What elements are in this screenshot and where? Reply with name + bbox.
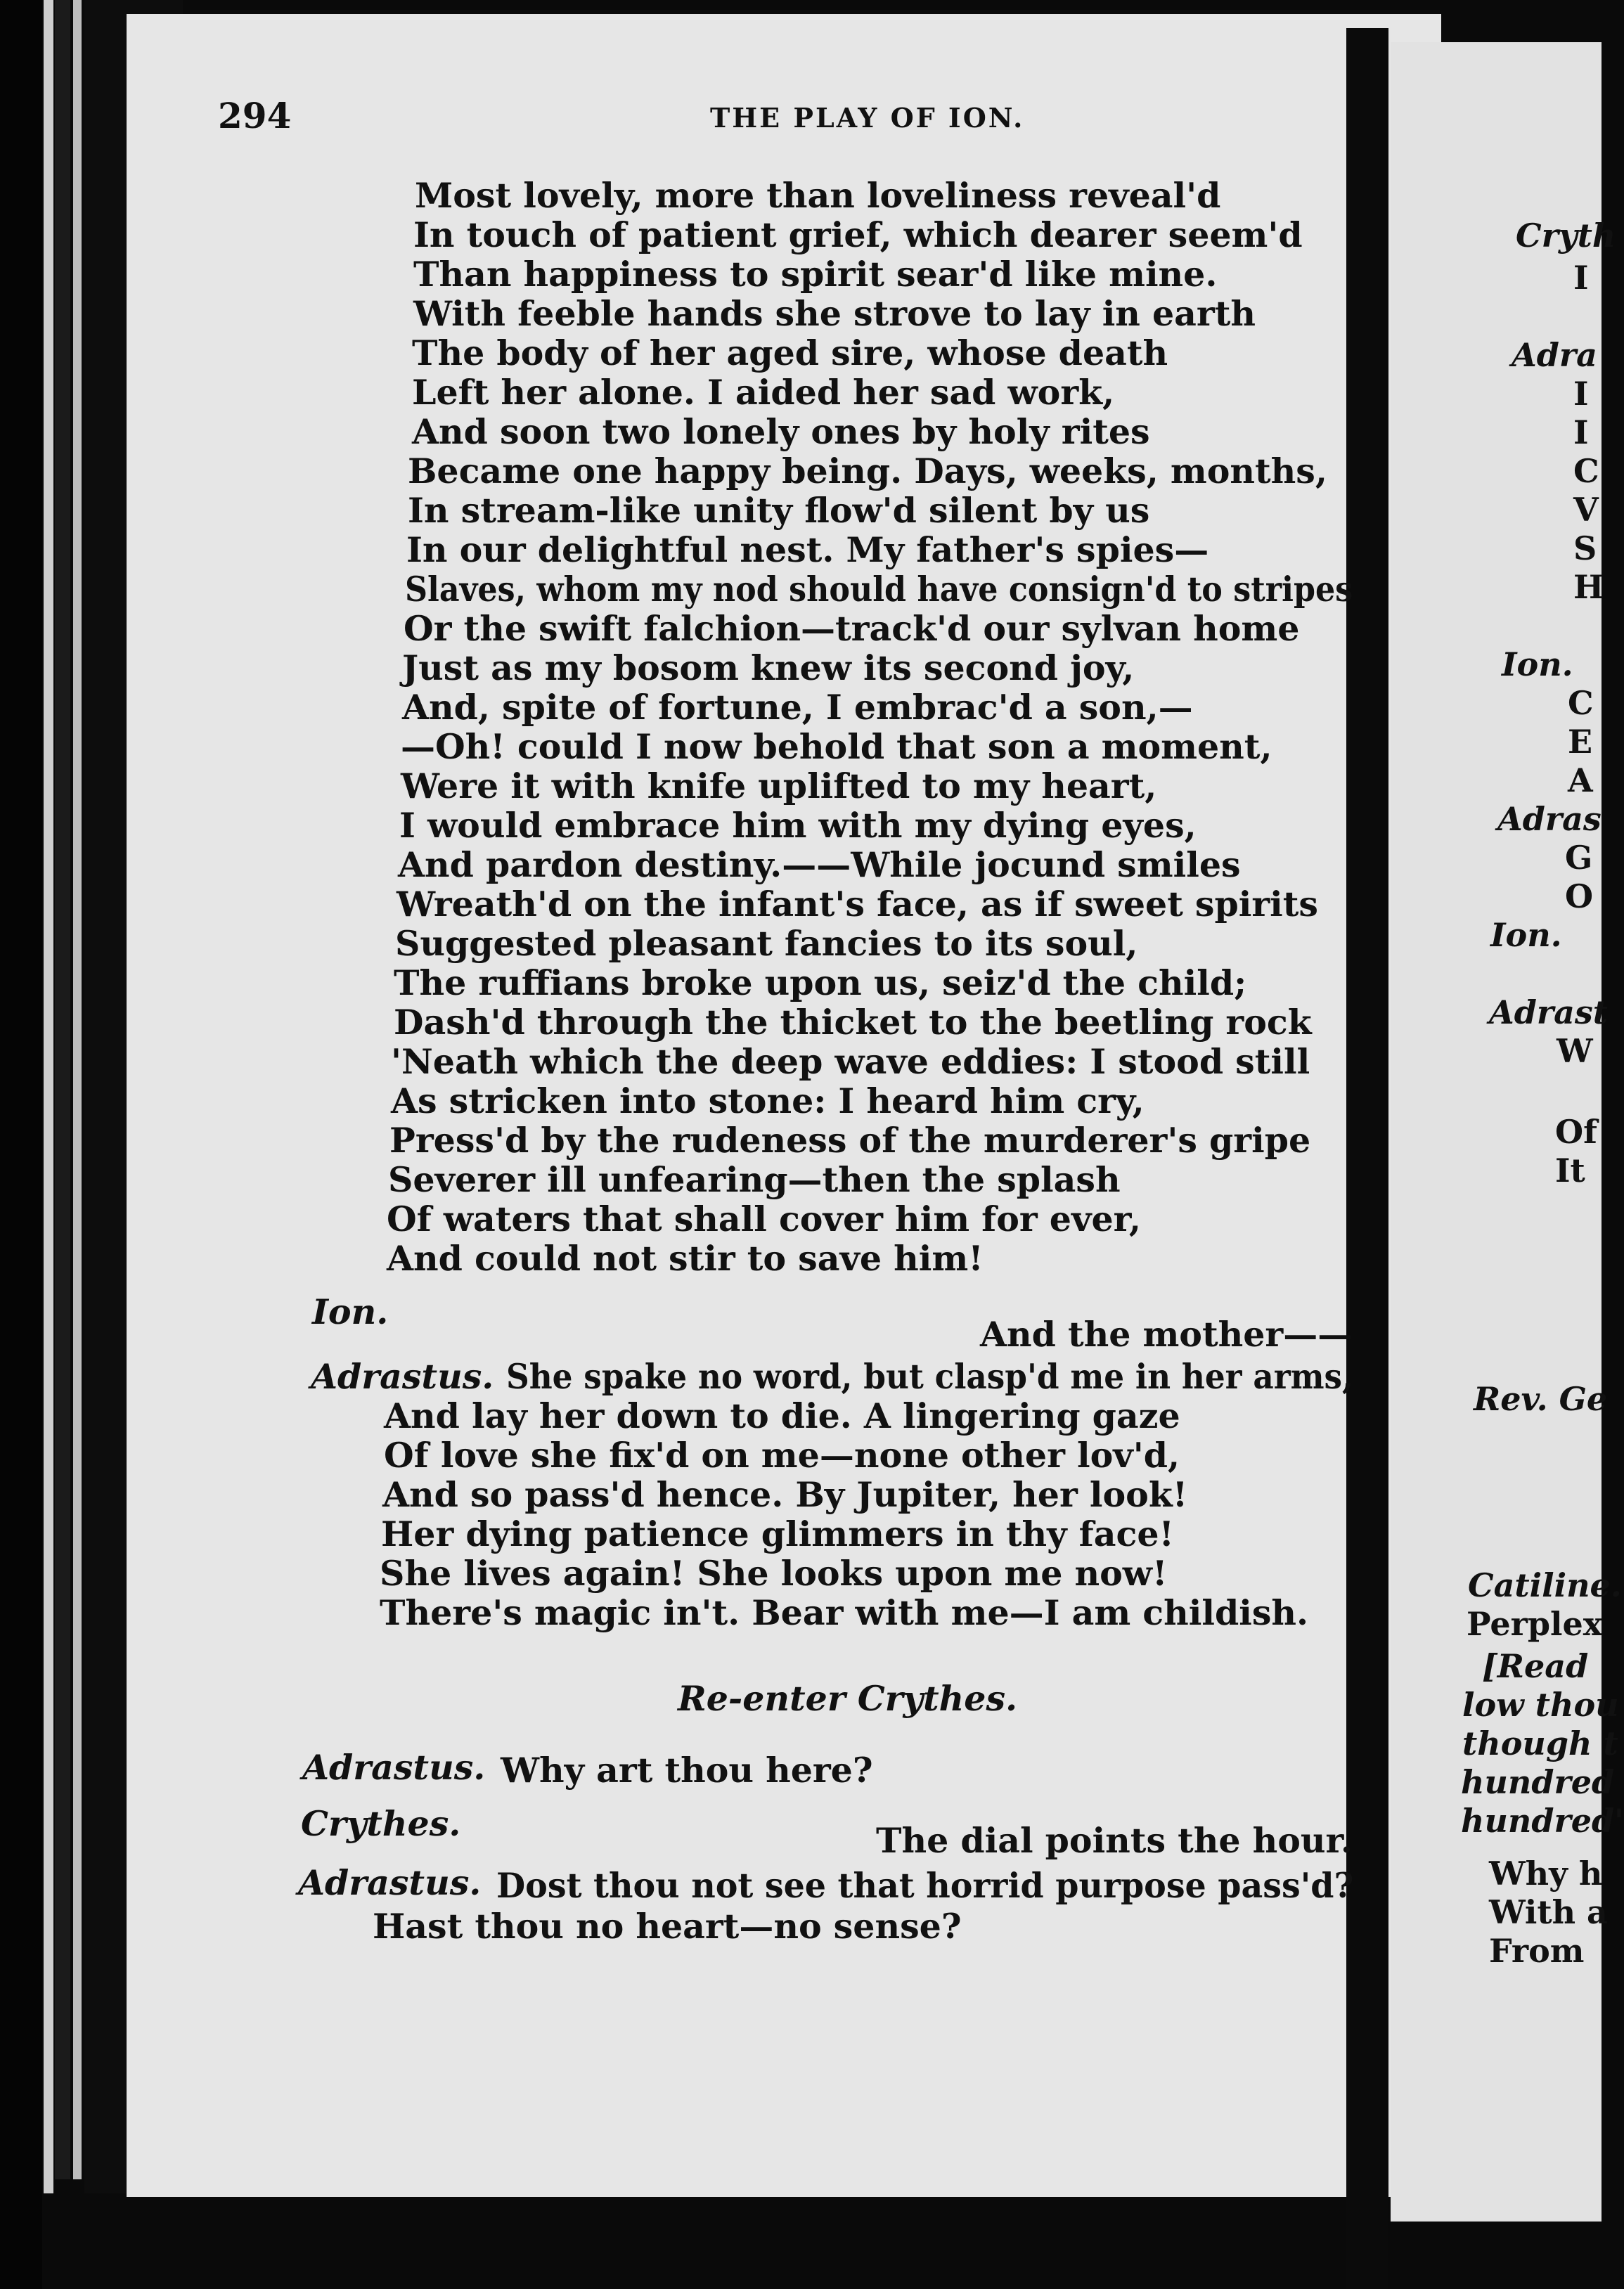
facing-fragment: With a	[1489, 1893, 1608, 1931]
verse-line: Press'd by the rudeness of the murderer's gripe	[389, 1120, 1311, 1161]
facing-fragment: H	[1573, 568, 1604, 606]
facing-fragment: Adra	[1512, 336, 1597, 374]
facing-fragment: hundred'	[1461, 1802, 1624, 1840]
verse-line: Left her alone. I aided her sad work,	[412, 372, 1115, 413]
verse-line: She lives again! She looks upon me now!	[380, 1553, 1168, 1594]
verse-line: Dash'd through the thicket to the beetling rock	[394, 1002, 1312, 1043]
facing-fragment: low thou	[1462, 1686, 1619, 1724]
facing-fragment: Cryth	[1516, 217, 1616, 254]
facing-fragment: G	[1565, 839, 1593, 877]
verse-line: In touch of patient grief, which dearer seem'd	[413, 214, 1303, 255]
verse-line: And so pass'd hence. By Jupiter, her look!	[382, 1474, 1188, 1515]
facing-fragment: S	[1573, 529, 1597, 567]
facing-fragment: I	[1573, 413, 1589, 451]
facing-fragment: I	[1573, 259, 1589, 297]
verse-line: Suggested pleasant fancies to its soul,	[395, 923, 1138, 964]
facing-fragment: C	[1573, 452, 1599, 490]
verse-line: With feeble hands she strove to lay in earth	[413, 293, 1256, 334]
verse-line: And could not stir to save him!	[387, 1238, 984, 1279]
verse-line: And pardon destiny.——While jocund smiles	[398, 844, 1241, 885]
verse-line: And soon two lonely ones by holy rites	[412, 411, 1150, 452]
facing-fragment: Adrast	[1489, 993, 1609, 1031]
facing-fragment: It	[1555, 1152, 1585, 1189]
verse-line: There's magic in't. Bear with me—I am childish.	[380, 1592, 1309, 1633]
verse-line: —Oh! could I now behold that son a moment,	[401, 726, 1272, 767]
facing-fragment: Adras	[1497, 800, 1602, 838]
verse-line: The ruffians broke upon us, seiz'd the child;	[394, 962, 1247, 1003]
facing-fragment: Ion.	[1502, 645, 1573, 683]
facing-fragment: Perplex	[1467, 1605, 1603, 1643]
page-number: 294	[218, 95, 292, 136]
verse-line: 'Neath which the deep wave eddies: I stood still	[391, 1041, 1310, 1082]
speaker-name: Adrastus.	[311, 1356, 494, 1397]
facing-fragment: though t	[1462, 1724, 1618, 1762]
verse-line: The body of her aged sire, whose death	[412, 333, 1168, 373]
facing-fragment: C	[1568, 684, 1594, 722]
verse-line: Became one happy being. Days, weeks, months,	[408, 451, 1327, 491]
facing-fragment: Why h	[1489, 1855, 1603, 1893]
facing-fragment: From	[1489, 1932, 1585, 1970]
verse-line: As stricken into stone: I heard him cry,	[391, 1081, 1145, 1121]
verse-line: She spake no word, but clasp'd me in her arms,	[506, 1356, 1353, 1397]
facing-fragment: A	[1568, 761, 1593, 799]
speaker-name: Adrastus.	[298, 1862, 482, 1903]
speaker-name: Ion.	[312, 1291, 389, 1332]
verse-line: In our delightful nest. My father's spies—	[406, 529, 1209, 570]
verse-line: And, spite of fortune, I embrac'd a son,—	[402, 687, 1193, 728]
verse-line: I would embrace him with my dying eyes,	[399, 805, 1197, 846]
facing-fragment: [Read	[1482, 1647, 1589, 1685]
stage-direction: Re-enter Crythes.	[678, 1678, 1018, 1719]
facing-fragment: V	[1573, 491, 1599, 529]
verse-line: Were it with knife uplifted to my heart,	[401, 766, 1157, 806]
verse-line: Her dying patience glimmers in thy face!	[381, 1514, 1175, 1554]
verse-line: Most lovely, more than loveliness reveal'd	[415, 175, 1221, 216]
facing-fragment: O	[1565, 877, 1594, 915]
verse-line: Severer ill unfearing—then the splash	[388, 1159, 1121, 1200]
verse-line: And lay her down to die. A lingering gaze	[384, 1395, 1180, 1436]
speaker-name: Crythes.	[301, 1803, 461, 1844]
verse-line: Why art thou here?	[501, 1750, 873, 1791]
facing-fragment: E	[1568, 723, 1593, 761]
verse-line: Of waters that shall cover him for ever,	[387, 1199, 1141, 1239]
verse-line: Wreath'd on the infant's face, as if sweet spirits	[397, 884, 1319, 924]
running-head: THE PLAY OF ION.	[710, 102, 1025, 134]
facing-fragment: Catiline.	[1468, 1566, 1622, 1604]
verse-line: Or the swift falchion—track'd our sylvan home	[404, 608, 1300, 649]
verse-line: Dost thou not see that horrid purpose pass'd?	[496, 1865, 1354, 1906]
facing-fragment: W	[1557, 1032, 1593, 1070]
verse-line: In stream-like unity flow'd silent by us	[408, 490, 1150, 531]
facing-fragment: Rev. Ge	[1474, 1380, 1608, 1418]
facing-fragment: hundred	[1461, 1763, 1615, 1801]
verse-line: Slaves, whom my nod should have consign'd to stripes	[405, 569, 1353, 610]
facing-fragment: I	[1573, 375, 1589, 413]
speaker-name: Adrastus.	[302, 1747, 486, 1788]
verse-line: Hast thou no heart—no sense?	[373, 1906, 962, 1947]
verse-line: And the mother——	[980, 1314, 1353, 1355]
verse-line: The dial points the hour.	[876, 1820, 1353, 1861]
facing-fragment: Of	[1555, 1113, 1597, 1151]
facing-fragment: Ion.	[1490, 916, 1562, 954]
verse-line: Just as my bosom knew its second joy,	[402, 647, 1135, 688]
verse-line: Than happiness to spirit sear'd like mine.	[413, 254, 1218, 295]
verse-line: Of love she fix'd on me—none other lov'd,	[384, 1435, 1180, 1476]
